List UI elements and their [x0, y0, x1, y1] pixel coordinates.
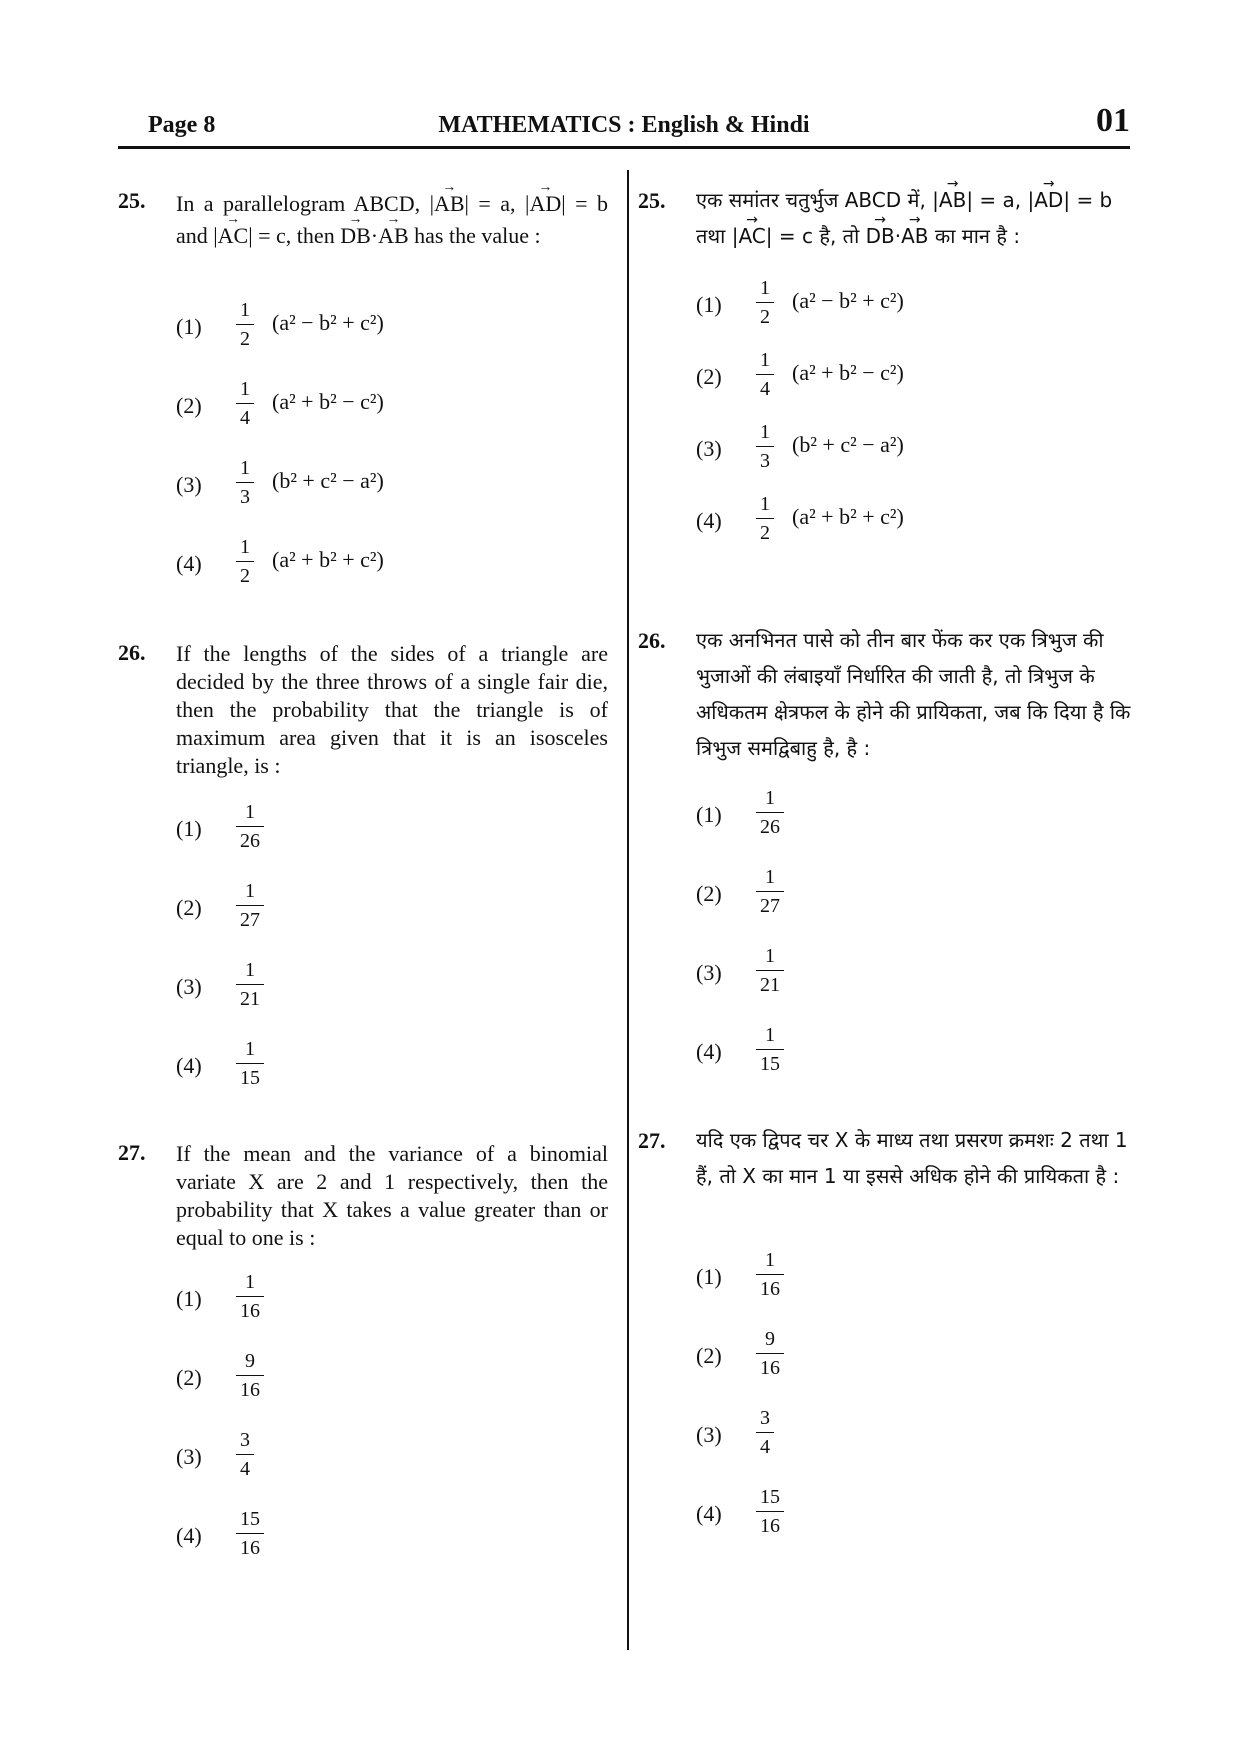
option-label: (2) [176, 393, 202, 418]
option-label: (4) [176, 1053, 202, 1078]
text-part: का मान है : [928, 224, 1021, 248]
denominator: 4 [236, 403, 254, 430]
option-4[interactable] [176, 535, 596, 595]
question-text: If the lengths of the sides of a triangle are decided by the three throws of a single fair die, then the probability that the triangle is of maximum area given that it is an isosceles triangle, is : [176, 641, 608, 778]
option-3[interactable] [696, 1406, 1116, 1466]
option-label: (1) [696, 802, 722, 827]
fraction [236, 1349, 264, 1402]
denominator: 2 [236, 561, 254, 588]
option-4[interactable] [696, 1485, 1116, 1545]
denominator: 21 [756, 970, 784, 997]
fraction [236, 1507, 264, 1560]
question-number: 26. [638, 628, 666, 653]
numerator: 15 [760, 1486, 780, 1508]
option-label: (2) [176, 895, 202, 920]
page-number: Page 8 [148, 112, 216, 138]
vector-db: → DB [866, 218, 895, 254]
option-1[interactable] [176, 800, 596, 860]
question-number: 27. [638, 1128, 666, 1153]
denominator: 16 [756, 1511, 784, 1538]
option-1[interactable] [176, 1270, 596, 1330]
numerator: 1 [765, 1249, 775, 1271]
question-text [696, 182, 1138, 254]
paper-code: 01 [1096, 102, 1130, 139]
option-expression: (b² + c² − a²) [792, 432, 904, 457]
question-text: If the mean and the variance of a binomial variate X are 2 and 1 respectively, then the probability that X takes a value greater than or equal to one is : [176, 1141, 608, 1250]
option-2[interactable] [696, 1327, 1116, 1387]
option-4[interactable] [696, 1023, 1116, 1083]
option-expression: (a² + b² − c²) [272, 389, 384, 414]
option-label: (1) [176, 1286, 202, 1311]
option-2[interactable] [696, 865, 1116, 925]
denominator: 27 [236, 905, 264, 932]
vector-ab: → AB [378, 220, 409, 252]
fraction [236, 456, 254, 509]
option-label: (3) [696, 1422, 722, 1447]
denominator: 4 [756, 374, 774, 401]
fraction [756, 492, 774, 545]
option-label: (4) [696, 1039, 722, 1064]
fraction [236, 1270, 264, 1323]
option-expression: (a² − b² + c²) [792, 288, 904, 313]
numerator: 9 [765, 1328, 775, 1350]
numerator: 1 [765, 1024, 775, 1046]
text-part: | = c, then [248, 223, 341, 248]
fraction [756, 420, 774, 473]
denominator: 16 [236, 1375, 264, 1402]
option-label: (3) [176, 1444, 202, 1469]
vector-ab: → AB [434, 188, 465, 220]
option-label: (4) [696, 1501, 722, 1526]
numerator: 1 [245, 959, 255, 981]
option-4[interactable] [176, 1037, 596, 1097]
question-number: 25. [638, 188, 666, 213]
fraction [756, 786, 784, 839]
denominator: 16 [756, 1353, 784, 1380]
option-3[interactable] [176, 1428, 596, 1488]
numerator: 1 [245, 1038, 255, 1060]
fraction [236, 958, 264, 1011]
fraction [236, 1037, 264, 1090]
numerator: 1 [245, 1271, 255, 1293]
option-2[interactable] [176, 1349, 596, 1409]
numerator: 1 [760, 493, 770, 515]
fraction [756, 1248, 784, 1301]
option-label: (2) [696, 1343, 722, 1368]
fraction [236, 377, 254, 430]
text-part: · [894, 224, 902, 248]
numerator: 3 [240, 1429, 250, 1451]
denominator: 3 [756, 446, 774, 473]
option-label: (1) [176, 816, 202, 841]
fraction [756, 1485, 784, 1538]
denominator: 16 [236, 1533, 264, 1560]
denominator: 26 [756, 812, 784, 839]
fraction [756, 944, 784, 997]
numerator: 1 [760, 277, 770, 299]
option-label: (1) [696, 1264, 722, 1289]
denominator: 15 [756, 1049, 784, 1076]
option-4[interactable] [176, 1507, 596, 1567]
option-expression: (a² + b² + c²) [792, 504, 904, 529]
vector-ab: → AB [939, 182, 966, 218]
numerator: 1 [765, 866, 775, 888]
option-label: (4) [696, 508, 722, 533]
denominator: 4 [236, 1454, 254, 1481]
vector-db: → DB [340, 220, 371, 252]
option-1[interactable] [696, 1248, 1116, 1308]
option-3[interactable] [176, 958, 596, 1018]
option-2[interactable] [176, 879, 596, 939]
option-3[interactable] [696, 944, 1116, 1004]
denominator: 16 [756, 1274, 784, 1301]
text-part: | = b तथा | [696, 188, 1113, 248]
vector-ad: → AD [529, 188, 561, 220]
numerator: 1 [765, 787, 775, 809]
denominator: 16 [236, 1296, 264, 1323]
option-label: (2) [176, 1365, 202, 1390]
text-part: | = b and | [176, 191, 608, 248]
fraction [756, 1023, 784, 1076]
numerator: 1 [760, 349, 770, 371]
denominator: 26 [236, 826, 264, 853]
option-label: (3) [176, 472, 202, 497]
option-label: (3) [176, 974, 202, 999]
text-part: एक समांतर चतुर्भुज ABCD में, | [696, 188, 939, 212]
denominator: 21 [236, 984, 264, 1011]
option-3[interactable] [176, 456, 596, 516]
text-part: has the value : [408, 223, 541, 248]
numerator: 1 [760, 421, 770, 443]
option-label: (1) [696, 292, 722, 317]
question-number: 27. [118, 1140, 146, 1165]
numerator: 3 [760, 1407, 770, 1429]
denominator: 4 [756, 1432, 774, 1459]
option-1[interactable] [696, 276, 1116, 336]
numerator: 1 [765, 945, 775, 967]
question-number: 25. [118, 188, 146, 213]
numerator: 1 [240, 536, 250, 558]
numerator: 9 [245, 1350, 255, 1372]
numerator: 1 [245, 801, 255, 823]
question-text: एक अनभिनत पासे को तीन बार फेंक कर एक त्रिभुज की भुजाओं की लंबाइयाँ निर्धारित की जाती है, तो त्रिभुज के अधिकतम क्षेत्रफल के होने की प्रायिकता, जब कि दिया है कि त्रिभुज समद्विबाहु है, है : [696, 628, 1131, 760]
option-label: (4) [176, 551, 202, 576]
vector-ad: → AD [1034, 182, 1063, 218]
column-divider [627, 170, 629, 1650]
denominator: 2 [756, 302, 774, 329]
denominator: 3 [236, 482, 254, 509]
option-1[interactable] [176, 298, 596, 358]
text-part: In a parallelogram ABCD, | [176, 191, 434, 216]
fraction [756, 276, 774, 329]
denominator: 15 [236, 1063, 264, 1090]
text-part: | = a, | [966, 188, 1035, 212]
fraction [756, 865, 784, 918]
option-expression: (a² − b² + c²) [272, 310, 384, 335]
numerator: 1 [240, 299, 250, 321]
fraction [236, 879, 264, 932]
fraction [236, 535, 254, 588]
vector-ab: → AB [901, 218, 928, 254]
fraction [236, 1428, 254, 1481]
option-expression: (a² + b² − c²) [792, 360, 904, 385]
question-number: 26. [118, 640, 146, 665]
header-rule [118, 146, 1130, 149]
option-expression: (a² + b² + c²) [272, 547, 384, 572]
option-label: (1) [176, 314, 202, 339]
denominator: 2 [236, 324, 254, 351]
vector-ac: → AC [738, 218, 765, 254]
subject-title: MATHEMATICS : English & Hindi [438, 112, 810, 138]
option-label: (2) [696, 881, 722, 906]
option-4[interactable] [696, 492, 1116, 552]
fraction [756, 1327, 784, 1380]
numerator: 15 [240, 1508, 260, 1530]
fraction [236, 298, 254, 351]
option-1[interactable] [696, 786, 1116, 846]
fraction [756, 348, 774, 401]
numerator: 1 [240, 457, 250, 479]
option-2[interactable] [696, 348, 1116, 408]
text-part: | = a, | [464, 191, 530, 216]
fraction [756, 1406, 774, 1459]
page-header [118, 102, 1130, 148]
text-part: | = c है, तो [765, 224, 866, 248]
question-text: यदि एक द्विपद चर X के माध्य तथा प्रसरण क्रमशः 2 तथा 1 हैं, तो X का मान 1 या इससे अधिक होने की प्रायिकता है : [696, 1128, 1128, 1188]
denominator: 27 [756, 891, 784, 918]
option-label: (4) [176, 1523, 202, 1548]
vector-ac: → AC [218, 220, 249, 252]
option-expression: (b² + c² − a²) [272, 468, 384, 493]
denominator: 2 [756, 518, 774, 545]
numerator: 1 [240, 378, 250, 400]
numerator: 1 [245, 880, 255, 902]
option-label: (2) [696, 364, 722, 389]
question-text [176, 188, 608, 252]
option-2[interactable] [176, 377, 596, 437]
option-label: (3) [696, 960, 722, 985]
fraction [236, 800, 264, 853]
text-part: · [370, 223, 379, 248]
option-label: (3) [696, 436, 722, 461]
option-3[interactable] [696, 420, 1116, 480]
